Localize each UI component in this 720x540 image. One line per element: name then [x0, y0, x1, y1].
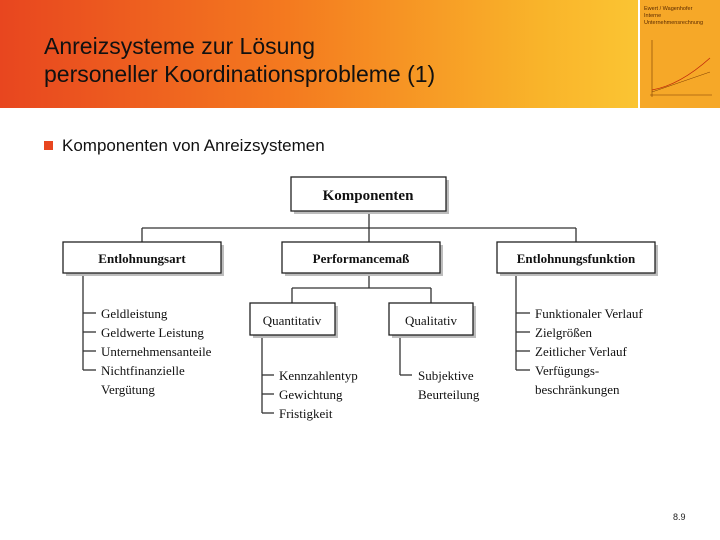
col1-item: Geldwerte Leistung — [101, 325, 204, 340]
col1-item: Nichtfinanzielle — [101, 363, 185, 378]
cover-line-3: Unternehmensrechnung — [644, 20, 704, 26]
qual-label: Qualitativ — [405, 313, 457, 328]
quant-item: Gewichtung — [279, 387, 343, 402]
col1-item: Vergütung — [101, 382, 155, 397]
cover-line-1: Ewert / Wagenhofer — [644, 6, 693, 12]
col3-item: beschränkungen — [535, 382, 620, 397]
col3-item: Verfügungs- — [535, 363, 600, 378]
col3-header: Entlohnungsfunktion — [516, 251, 636, 266]
quant-label: Quantitativ — [262, 313, 322, 328]
col3-item: Zeitlicher Verlauf — [535, 344, 627, 359]
page-number: 8.9 — [673, 512, 686, 522]
col3-item: Funktionaler Verlauf — [535, 306, 643, 321]
col1-item: Unternehmensanteile — [101, 344, 212, 359]
col1-item: Geldleistung — [101, 306, 168, 321]
cover-line-2: Interne — [644, 13, 662, 19]
root-label: Komponenten — [322, 188, 414, 204]
col2-header: Performancemaß — [312, 251, 410, 266]
qual-item: Beurteilung — [418, 387, 480, 402]
title-line-1: Anreizsysteme zur Lösung — [44, 33, 316, 59]
quant-item: Fristigkeit — [279, 406, 333, 421]
col3-item: Zielgrößen — [535, 325, 593, 340]
quant-item: Kennzahlentyp — [279, 368, 358, 383]
qual-item: Subjektive — [418, 368, 474, 383]
col1-header: Entlohnungsart — [98, 251, 186, 266]
bullet-text: Komponenten von Anreizsystemen — [62, 136, 325, 155]
title-line-2: personeller Koordinationsprobleme (1) — [44, 61, 436, 87]
